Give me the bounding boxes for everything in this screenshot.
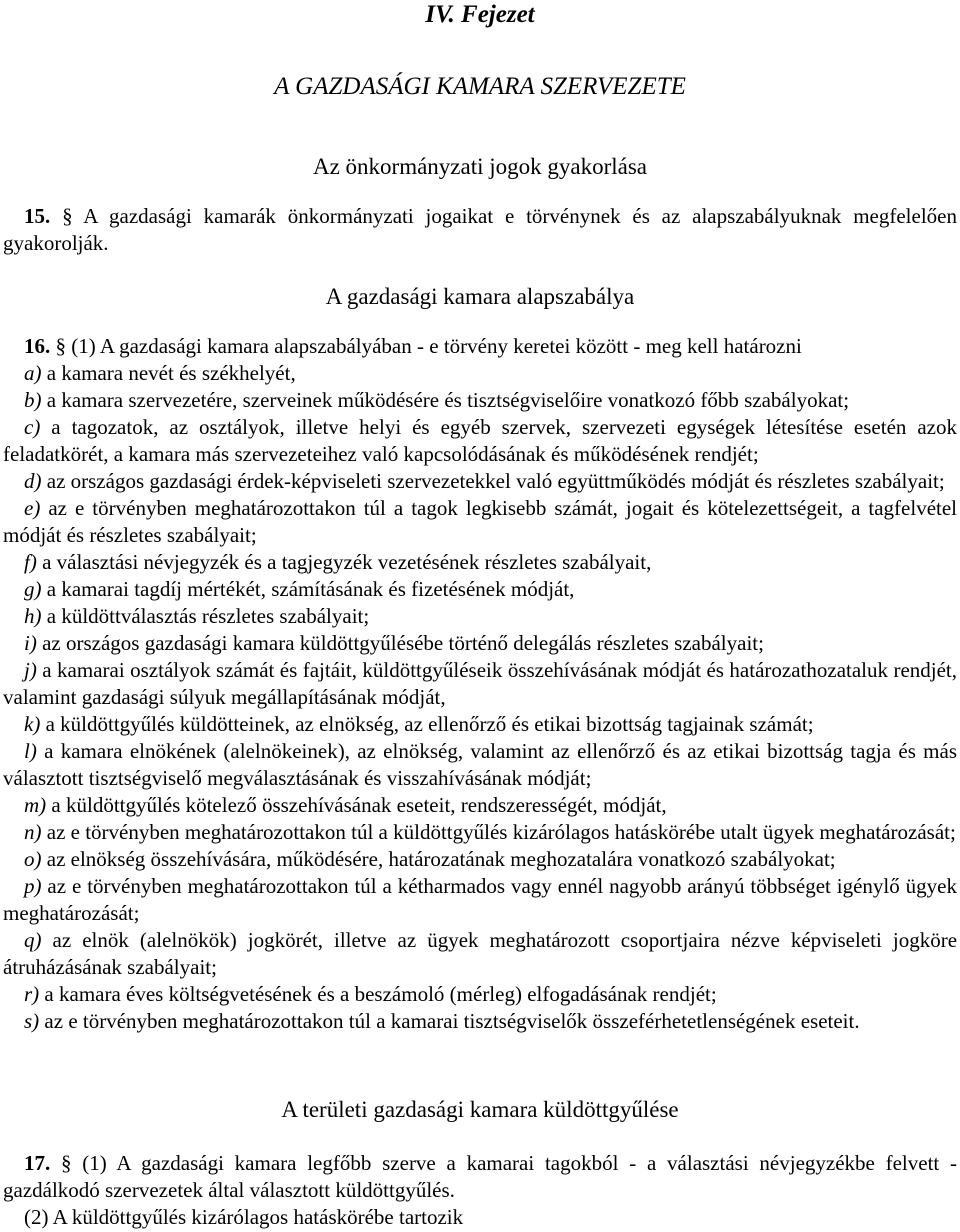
paragraph-16-intro <box>3 333 957 360</box>
list-item-letter: g) <box>24 577 42 601</box>
list-item-text: a választási névjegyzék és a tagjegyzék vezetésének részletes szabályait, <box>42 550 652 574</box>
list-item-letter: h) <box>24 604 42 628</box>
list-item-text: a tagozatok, az osztályok, illetve helyi és egyéb szervek, szervezeti egységek létesítése esetén azok feladatkörét, a kamara más szervezeteihez való kapcsolódásának és működésének rendjét; <box>3 415 957 466</box>
section-heading-17: A területi gazdasági kamara küldöttgyűlése <box>281 1097 679 1122</box>
list-item-text: az elnök (alelnökök) jogkörét, illetve az ügyek meghatározott csoportjaira nézve képviseleti jogköre átruházásának szabályait; <box>3 928 958 979</box>
list-item-text: a küldöttválasztás részletes szabályait; <box>46 604 370 628</box>
paragraph-17 <box>3 1150 957 1231</box>
list-item-text: a kamara nevét és székhelyét, <box>46 361 296 385</box>
list-item-text: az e törvényben meghatározottakon túl a küldöttgyűlés kizárólagos hatáskörébe utalt ügyek meghatározását; <box>46 820 956 844</box>
list-item-text: az e törvényben meghatározottakon túl a tagok legkisebb számát, jogait és kötelezettségeit, a tagfelvétel módját és részletes szabályait; <box>3 496 958 547</box>
list-item-letter: r) <box>24 982 40 1006</box>
paragraph-text: (1) A gazdasági kamara legfőbb szerve a kamarai tagokból - a választási névjegyzékbe felvett - gazdálkodó szervezetek által választott küldöttgyűlés. <box>3 1151 958 1202</box>
list-item <box>3 819 957 846</box>
chapter-title: A GAZDASÁGI KAMARA SZERVEZETE <box>274 73 686 100</box>
list-item-text: az e törvényben meghatározottakon túl a kétharmados vagy ennél nagyobb arányú többséget igénylő ügyek meghatározását; <box>3 874 958 925</box>
list-item-letter: q) <box>24 928 42 952</box>
list-item-letter: c) <box>24 415 41 439</box>
list-item-letter: d) <box>24 469 42 493</box>
paragraph-sign: § <box>61 1151 72 1175</box>
list-item-text: a kamarai osztályok számát és fajtáit, küldöttgyűléseik összehívásának módját és határozathozataluk rendjét, valamint gazdasági súlyuk megállapításának módját, <box>3 658 958 709</box>
paragraph-number: 15. <box>24 204 51 228</box>
list-item-letter: i) <box>24 631 37 655</box>
list-item <box>3 657 957 711</box>
list-item-letter: b) <box>24 388 42 412</box>
list-item-letter: o) <box>24 847 42 871</box>
paragraph-sign: § <box>62 204 73 228</box>
list-item <box>3 981 957 1008</box>
list-item <box>3 360 957 387</box>
list-item-letter: p) <box>24 874 42 898</box>
section-heading-15: Az önkormányzati jogok gyakorlása <box>312 154 648 179</box>
list-item <box>3 414 957 468</box>
list-item-letter: j) <box>24 658 37 682</box>
paragraph-sign: § <box>55 334 66 358</box>
list-item-text: a küldöttgyűlés küldötteinek, az elnökség, az ellenőrző és etikai bizottság tagjainak számát; <box>45 712 814 736</box>
list-item-text: a kamara szervezetére, szerveinek működésére és tisztségviselőire vonatkozó főbb szabályokat; <box>46 388 850 412</box>
list-item <box>3 603 957 630</box>
paragraph-16 <box>3 333 957 1035</box>
chapter-heading: IV. Fejezet <box>425 1 535 28</box>
paragraph-number: 17. <box>24 1151 51 1175</box>
list-item <box>3 792 957 819</box>
paragraph-text: (1) A gazdasági kamara alapszabályában - e törvény keretei között - meg kell határozni <box>71 334 802 358</box>
list-item <box>3 549 957 576</box>
list-item-text: a küldöttgyűlés kötelező összehívásának eseteit, rendszerességét, módját, <box>51 793 667 817</box>
paragraph-text: A gazdasági kamarák önkormányzati jogaikat e törvénynek és az alapszabályuknak megfelelően gyakorolják. <box>3 204 957 255</box>
list-item-letter: s) <box>24 1009 40 1033</box>
list-item-text: a kamara elnökének (alelnökeinek), az elnökség, valamint az ellenőrző és az etikai bizottság tagja és más választott tisztségviselő megválasztásának és visszahívásának módját; <box>3 739 957 790</box>
list-item-text: az országos gazdasági kamara küldöttgyűlésébe történő delegálás részletes szabályait; <box>42 631 764 655</box>
list-item <box>3 846 957 873</box>
list-item-letter: f) <box>24 550 37 574</box>
list-item-text: az országos gazdasági érdek-képviseleti szervezetekkel való együttműködés módját és részletes szabályait; <box>46 469 945 493</box>
list-item-text: az e törvényben meghatározottakon túl a kamarai tisztségviselők összeférhetetlenségének eseteit. <box>44 1009 860 1033</box>
list-item-letter: l) <box>24 739 37 763</box>
section-heading-16: A gazdasági kamara alapszabálya <box>325 284 635 309</box>
list-item <box>3 576 957 603</box>
list-items <box>3 360 957 1035</box>
list-item <box>3 630 957 657</box>
list-item <box>3 738 957 792</box>
list-item <box>3 873 957 927</box>
list-item-letter: n) <box>24 820 42 844</box>
paragraph-17-sub-1 <box>3 1150 957 1204</box>
list-item <box>3 927 957 981</box>
list-item <box>3 1008 957 1035</box>
list-item-text: az elnökség összehívására, működésére, határozatának meghozatalára vonatkozó szabályokat; <box>46 847 836 871</box>
list-item <box>3 711 957 738</box>
paragraph-17-sub-2: (2) A küldöttgyűlés kizárólagos hatáskörébe tartozik <box>24 1205 464 1229</box>
list-item-letter: k) <box>24 712 41 736</box>
paragraph-15 <box>3 203 957 257</box>
list-item-letter: a) <box>24 361 42 385</box>
list-item <box>3 468 957 495</box>
list-item <box>3 387 957 414</box>
list-item-letter: m) <box>24 793 47 817</box>
list-item-text: a kamara éves költségvetésének és a beszámoló (mérleg) elfogadásának rendjét; <box>44 982 717 1006</box>
list-item-text: a kamarai tagdíj mértékét, számításának és fizetésének módját, <box>46 577 575 601</box>
list-item <box>3 495 957 549</box>
list-item-letter: e) <box>24 496 41 520</box>
paragraph-number: 16. <box>24 334 51 358</box>
